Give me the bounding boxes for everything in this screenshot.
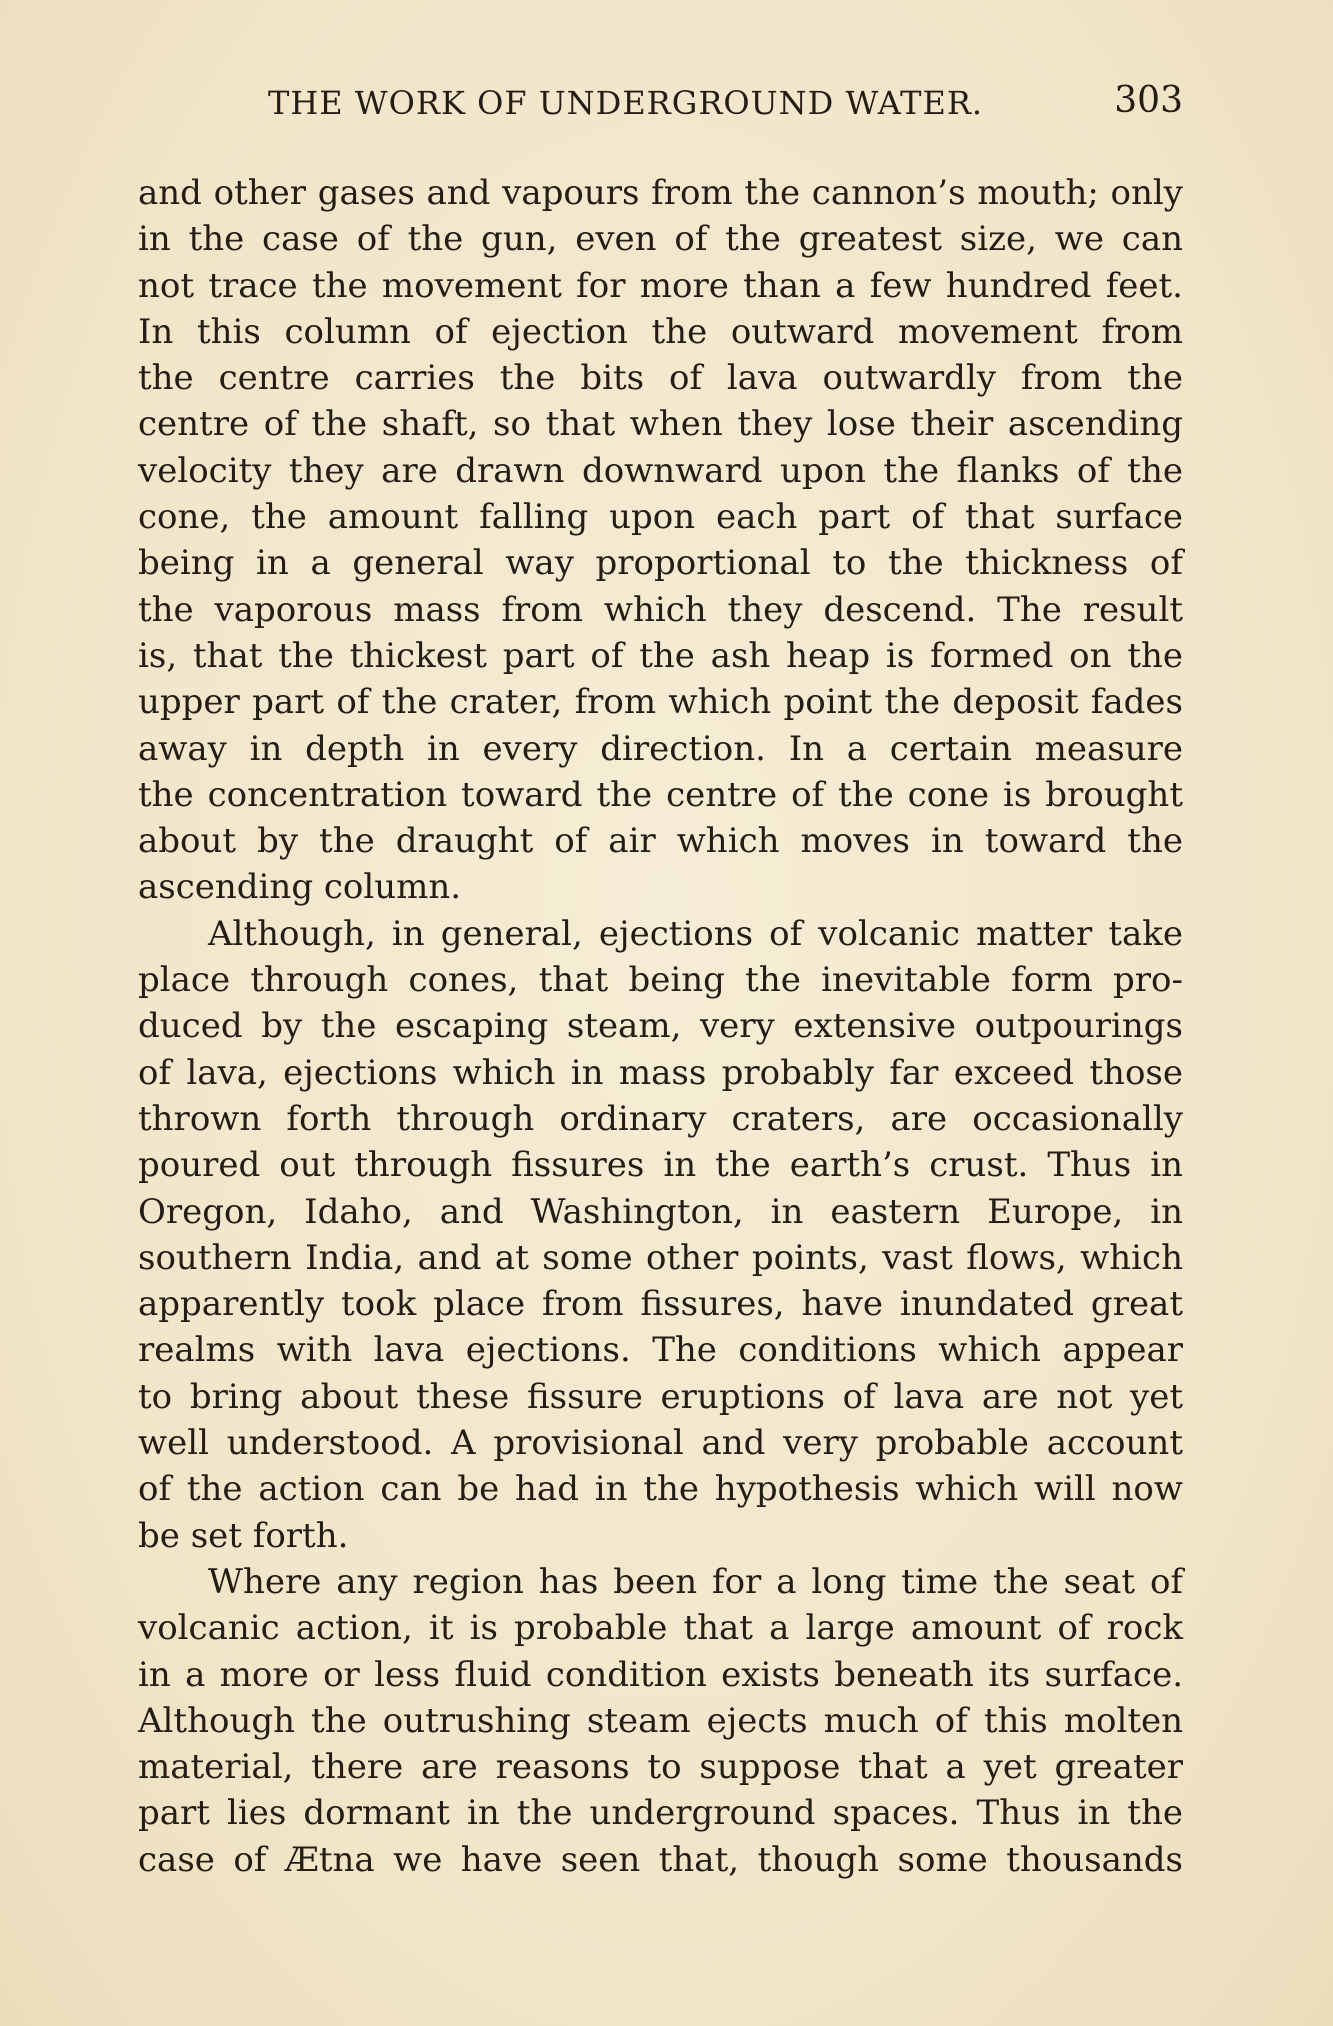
text-line: volcanic action, it is probable that a large amount of rock — [138, 1608, 1183, 1649]
body-text — [138, 170, 1183, 1883]
text-line: realms with lava ejections. The conditions which appear — [138, 1330, 1183, 1371]
text-line: material, there are reasons to suppose that a yet greater — [138, 1747, 1183, 1788]
text-line: well understood. A provisional and very probable account — [138, 1423, 1183, 1464]
paragraph-end-line: be set forth. — [138, 1515, 349, 1556]
text-line: to bring about these fissure eruptions of lava are not yet — [138, 1376, 1183, 1417]
text-line: the vaporous mass from which they descend. The result — [138, 589, 1183, 630]
text-line: in a more or less fluid condition exists beneath its surface. — [138, 1654, 1183, 1695]
text-line: apparently took place from fissures, have inundated great — [138, 1284, 1183, 1325]
text-line: the centre carries the bits of lava outwardly from the — [138, 358, 1183, 399]
text-line: of the action can be had in the hypothesis which will now — [138, 1469, 1183, 1510]
text-line: poured out through fissures in the earth’s crust. Thus in — [138, 1145, 1183, 1186]
paragraph-start-line: Although, in general, ejections of volcanic matter take — [208, 913, 1183, 954]
text-line: and other gases and vapours from the cannon’s mouth; only — [138, 173, 1183, 213]
text-line: in the case of the gun, even of the greatest size, we can — [138, 219, 1183, 260]
text-line: the concentration toward the centre of the cone is brought — [138, 774, 1183, 815]
text-line: centre of the shaft, so that when they lose their ascending — [138, 404, 1183, 445]
text-line: In this column of ejection the outward movement from — [138, 311, 1183, 352]
text-line: being in a general way proportional to the thickness of — [138, 543, 1183, 584]
text-line: is, that the thickest part of the ash heap is formed on the — [138, 635, 1183, 676]
text-line: cone, the amount falling upon each part of that surface — [138, 497, 1183, 538]
text-line: velocity they are drawn downward upon the flanks of the — [138, 450, 1183, 491]
text-line: duced by the escaping steam, very extensive outpourings — [138, 1006, 1183, 1047]
text-line: part lies dormant in the underground spaces. Thus in the — [138, 1793, 1183, 1834]
page-header — [138, 80, 1183, 132]
text-line: thrown forth through ordinary craters, are occasionally — [138, 1098, 1183, 1139]
text-line: place through cones, that being the inevitable form pro- — [138, 960, 1183, 1001]
paragraph-start-line: Where any region has been for a long time the seat of — [208, 1561, 1183, 1602]
text-line: about by the draught of air which moves in toward the — [138, 821, 1183, 862]
text-line: upper part of the crater, from which point the deposit fades — [138, 682, 1183, 723]
text-line: away in depth in every direction. In a certain measure — [138, 728, 1183, 769]
text-line: of lava, ejections which in mass probably far exceed those — [138, 1052, 1183, 1093]
page-number: 303 — [1114, 80, 1183, 121]
text-line: Oregon, Idaho, and Washington, in eastern Europe, in — [138, 1191, 1183, 1232]
text-line: not trace the movement for more than a few hundred feet. — [138, 265, 1183, 306]
running-head: THE WORK OF UNDERGROUND WATER. — [268, 84, 984, 122]
text-line: case of Ætna we have seen that, though some thousands — [138, 1839, 1183, 1880]
paragraph-end-line: ascending column. — [138, 867, 462, 908]
text-line: southern India, and at some other points, vast flows, which — [138, 1237, 1183, 1278]
text-line: Although the outrushing steam ejects much of this molten — [138, 1700, 1183, 1741]
